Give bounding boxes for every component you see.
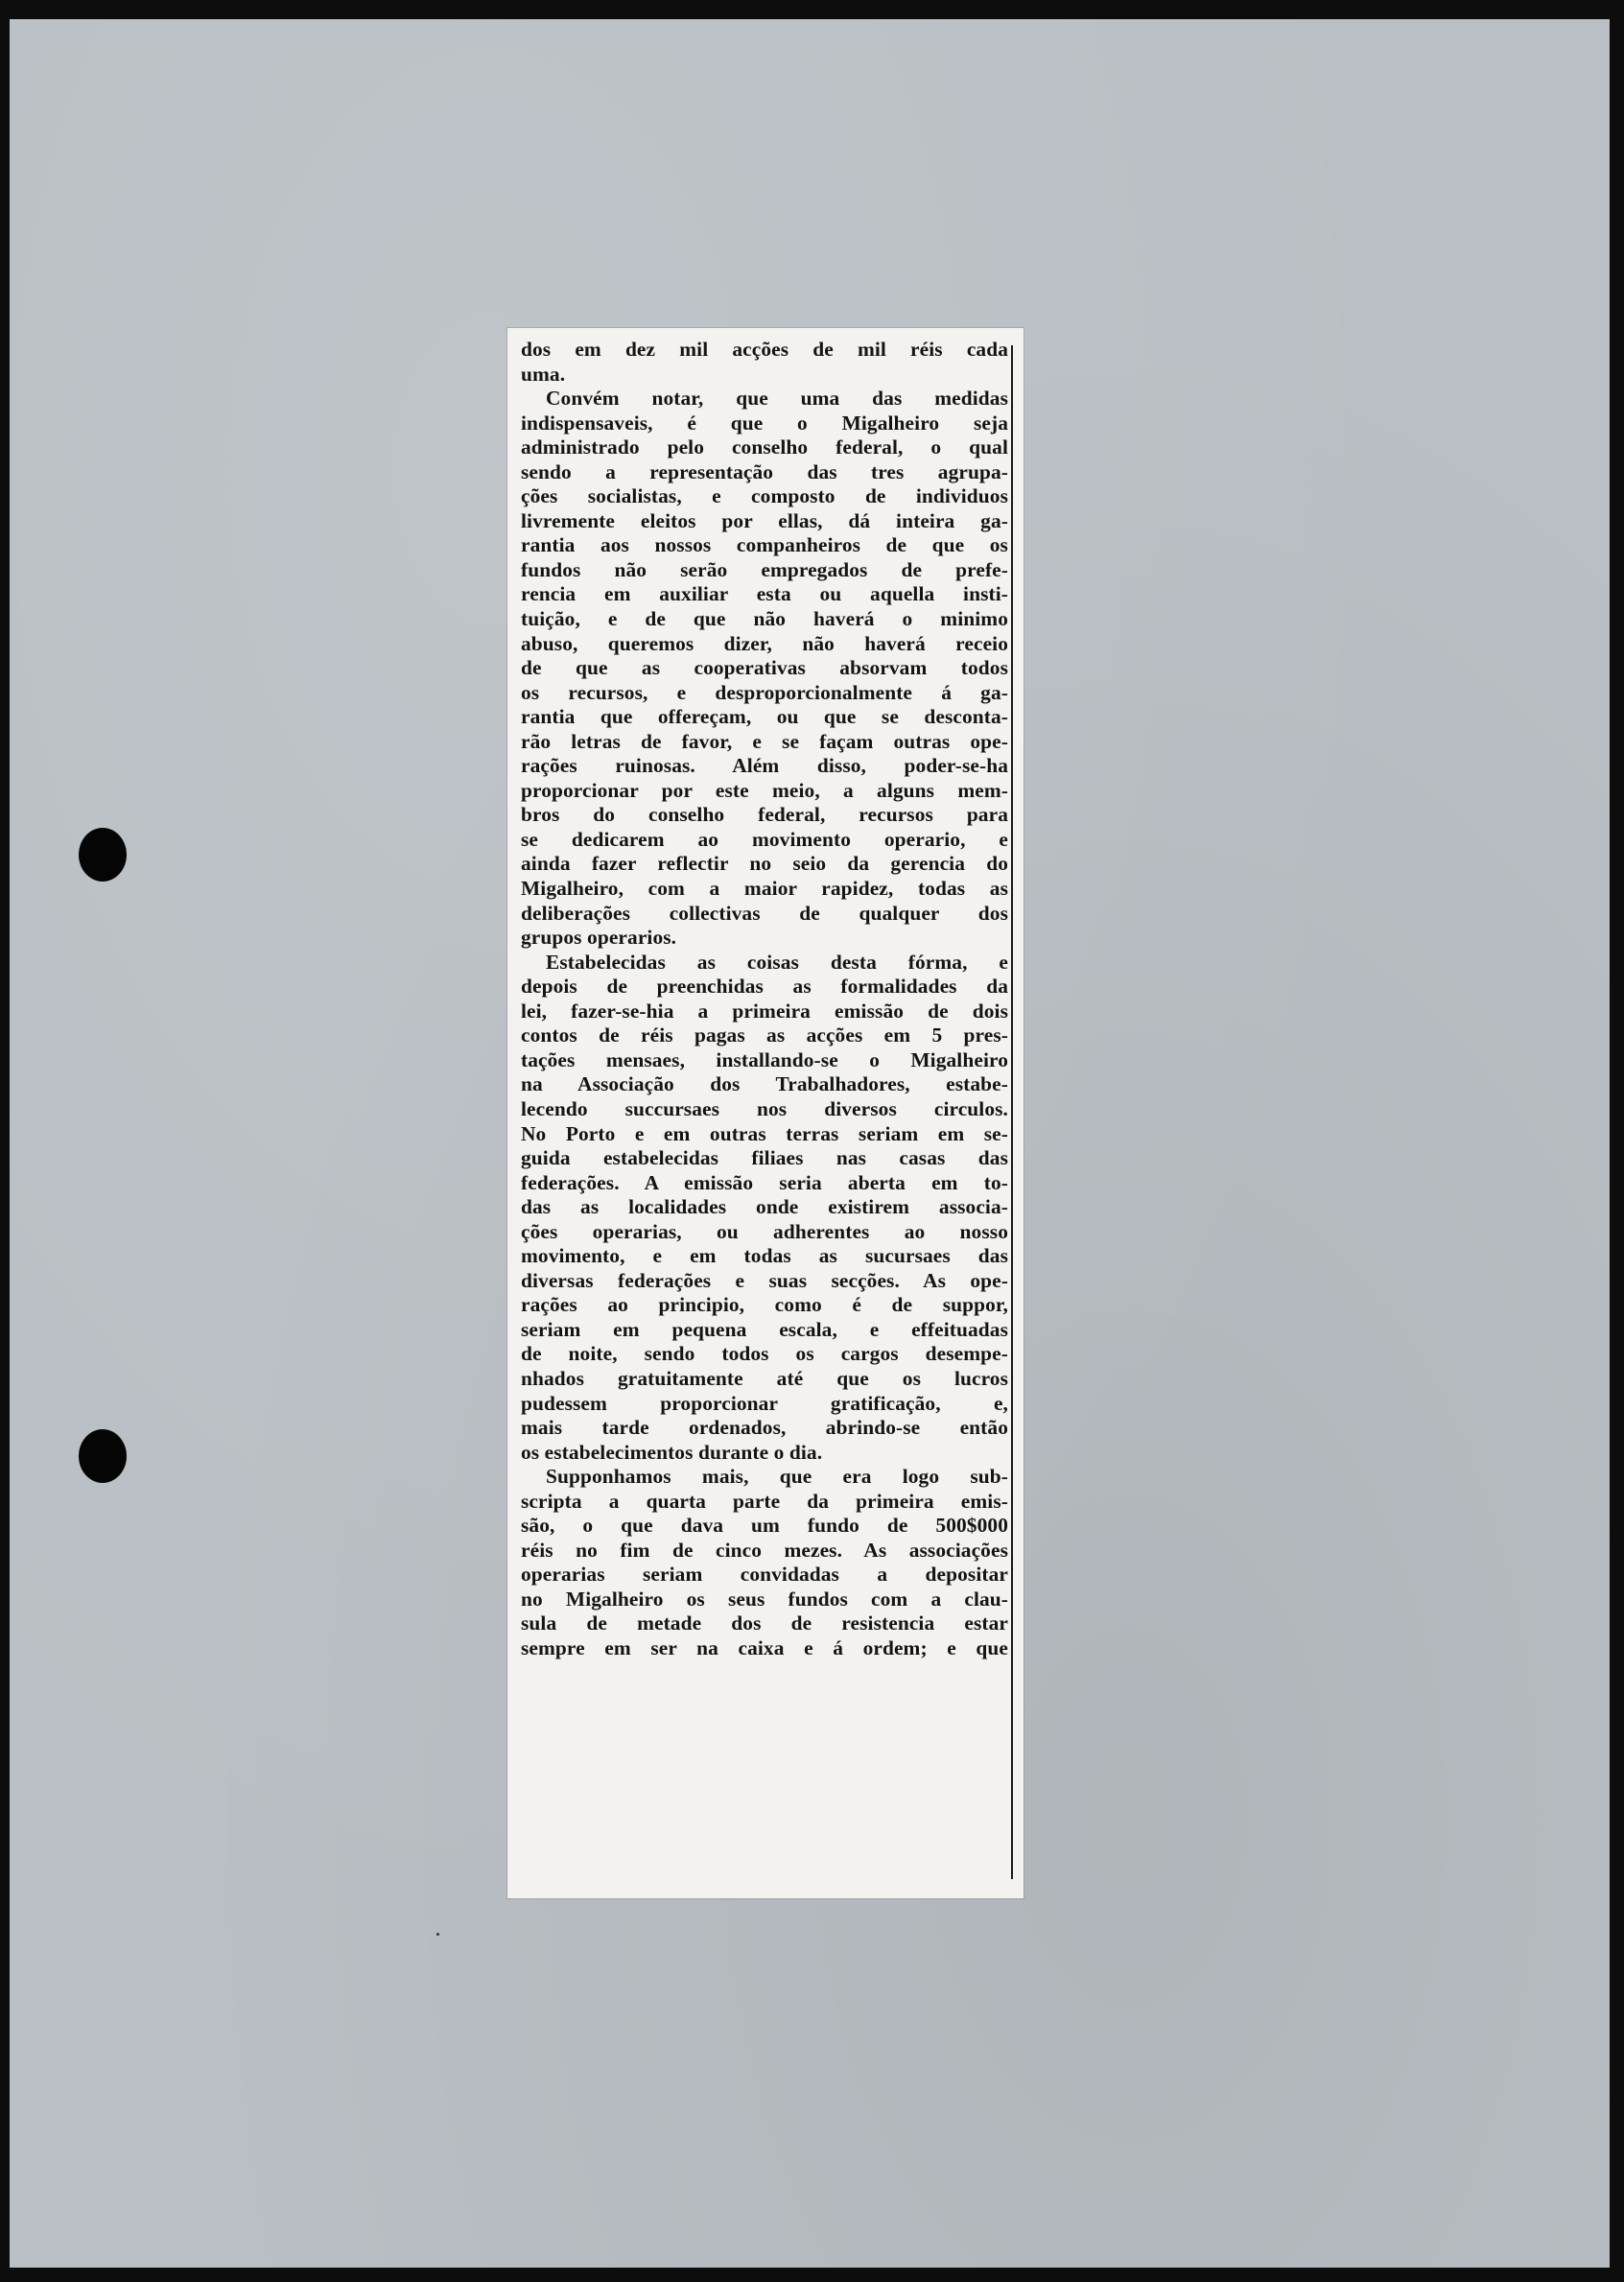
text-line: Migalheiro, com a maior rapidez, todas as: [521, 877, 1008, 901]
text-line: rantia que offereçam, ou que se desconta-: [521, 705, 1008, 729]
text-line: Convém notar, que uma das medidas: [546, 387, 1008, 411]
text-line: movimento, e em todas as sucursaes das: [521, 1244, 1008, 1268]
text-line: tações mensaes, installando-se o Migalheiro: [521, 1047, 1008, 1071]
text-line: rações ruinosas. Além disso, poder-se-ha: [521, 754, 1008, 778]
text-line: seriam em pequena escala, e effeituadas: [521, 1317, 1008, 1341]
text-line: pudessem proporcionar gratificação, e,: [521, 1391, 1008, 1415]
text-line: abuso, queremos dizer, não haverá receio: [521, 631, 1008, 655]
text-line: sula de metade dos de resistencia estar: [521, 1612, 1008, 1635]
text-line: Supponhamos mais, que era logo sub-: [546, 1465, 1008, 1489]
punch-hole-top: [79, 828, 127, 882]
text-line: de noite, sendo todos os cargos desempe-: [521, 1342, 1008, 1366]
text-line: das as localidades onde existirem associa-: [521, 1195, 1008, 1219]
text-line: os estabelecimentos durante o dia.: [521, 1440, 823, 1464]
text-line: rão letras de favor, e se façam outras ope-: [521, 729, 1008, 753]
text-line: indispensaveis, é que o Migalheiro seja: [521, 411, 1008, 435]
text-line: mais tarde ordenados, abrindo-se então: [521, 1416, 1008, 1440]
text-line: deliberações collectivas de qualquer dos: [521, 901, 1008, 925]
text-line: de que as cooperativas absorvam todos: [521, 656, 1008, 680]
text-line: lecendo succursaes nos diversos circulos.: [521, 1096, 1008, 1120]
text-line: ainda fazer reflectir no seio da gerencia do: [521, 852, 1008, 876]
text-line: dos em dez mil acções de mil réis cada: [521, 338, 1008, 361]
text-line: scripta a quarta parte da primeira emis-: [521, 1489, 1008, 1513]
text-line: rantia aos nossos companheiros de que os: [521, 533, 1008, 557]
text-line: na Associação dos Trabalhadores, estabe-: [521, 1072, 1008, 1096]
paper-speck: [436, 1933, 439, 1936]
text-line: proporcionar por este meio, a alguns mem-: [521, 778, 1008, 802]
text-line: rações ao principio, como é de suppor,: [521, 1293, 1008, 1317]
text-line: sempre em ser na caixa e á ordem; e que: [521, 1635, 1008, 1659]
text-line: são, o que dava um fundo de 500$000: [521, 1514, 1008, 1538]
text-line: operarias seriam convidadas a depositar: [521, 1563, 1008, 1587]
text-line: nhados gratuitamente até que os lucros: [521, 1366, 1008, 1390]
text-line: grupos operarios.: [521, 926, 677, 950]
text-line: depois de preenchidas as formalidades da: [521, 975, 1008, 999]
column-rule: [1011, 345, 1013, 1879]
text-line: ções operarias, ou adherentes ao nosso: [521, 1219, 1008, 1243]
text-line: contos de réis pagas as acções em 5 pres-: [521, 1023, 1008, 1047]
text-line: tuição, e de que não haverá o minimo: [521, 607, 1008, 631]
text-line: guida estabelecidas filiaes nas casas das: [521, 1146, 1008, 1170]
text-line: federações. A emissão seria aberta em to-: [521, 1170, 1008, 1194]
text-line: bros do conselho federal, recursos para: [521, 803, 1008, 827]
text-line: Estabelecidas as coisas desta fórma, e: [546, 950, 1008, 974]
text-line: administrado pelo conselho federal, o qual: [521, 435, 1008, 459]
punch-hole-bottom: [79, 1429, 127, 1483]
text-line: uma.: [521, 362, 566, 386]
text-line: rencia em auxiliar esta ou aquella insti-: [521, 582, 1008, 606]
text-line: livremente eleitos por ellas, dá inteira ga-: [521, 508, 1008, 532]
text-line: sendo a representação das tres agrupa-: [521, 459, 1008, 483]
text-line: se dedicarem ao movimento operario, e: [521, 827, 1008, 851]
clipping-text-column: [521, 338, 1008, 1661]
text-line: no Migalheiro os seus fundos com a clau-: [521, 1587, 1008, 1611]
text-line: lei, fazer-se-hia a primeira emissão de dois: [521, 999, 1008, 1023]
text-line: No Porto e em outras terras seriam em se-: [521, 1121, 1008, 1145]
text-line: fundos não serão empregados de prefe-: [521, 557, 1008, 581]
text-line: diversas federações e suas secções. As ope-: [521, 1268, 1008, 1292]
text-line: ções socialistas, e composto de individuos: [521, 484, 1008, 508]
text-line: réis no fim de cinco mezes. As associações: [521, 1538, 1008, 1562]
newspaper-clipping: [507, 328, 1024, 1898]
text-line: os recursos, e desproporcionalmente á ga-: [521, 680, 1008, 704]
